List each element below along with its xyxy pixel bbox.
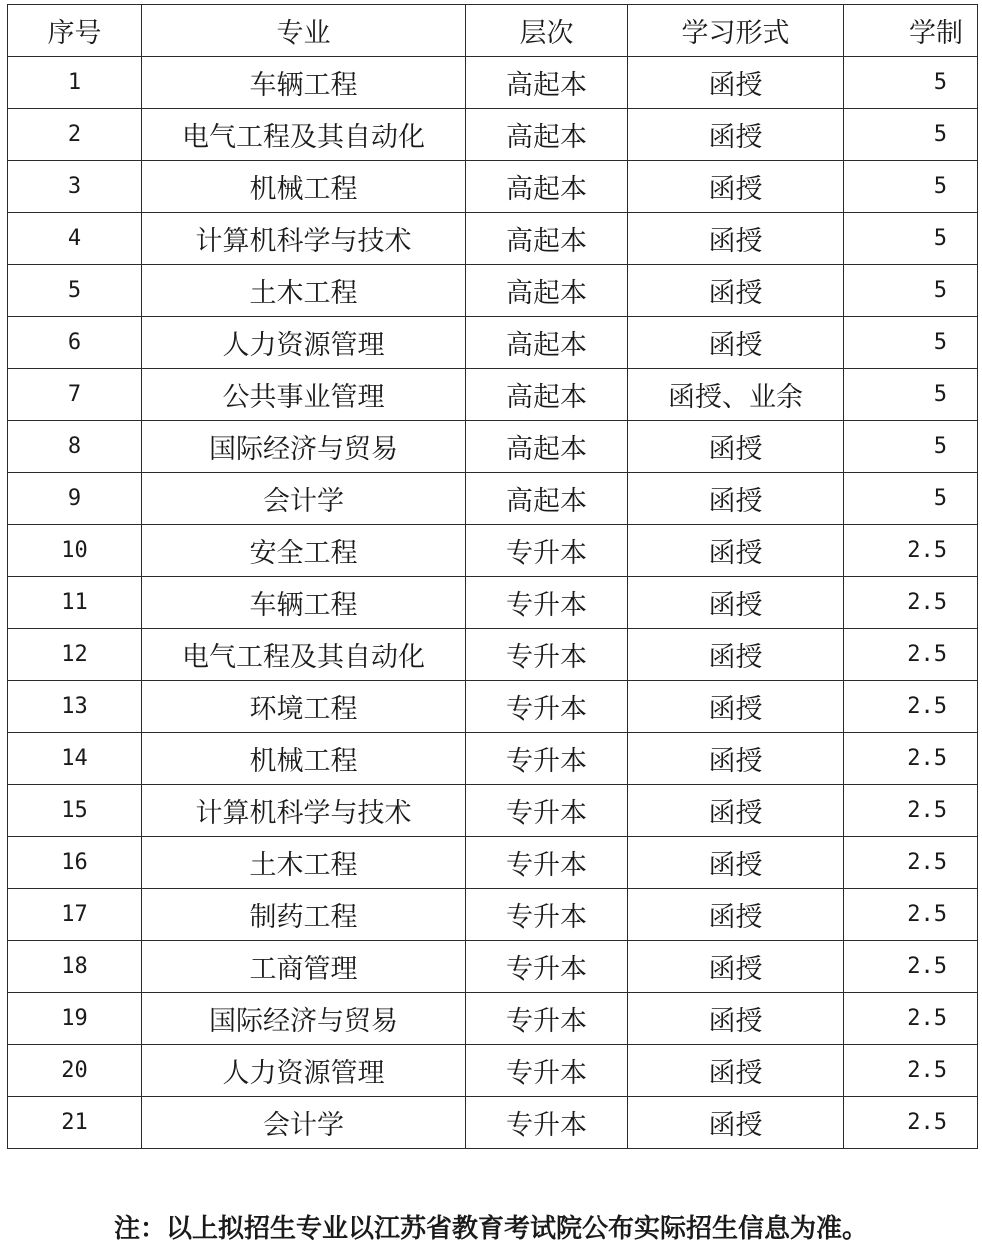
table-row	[8, 837, 978, 889]
cell-index: 6	[8, 317, 142, 369]
header-level: 层次	[466, 5, 628, 57]
cell-major: 人力资源管理	[142, 317, 466, 369]
cell-major: 电气工程及其自动化	[142, 109, 466, 161]
cell-duration: 2.5	[844, 1045, 978, 1097]
cell-index: 5	[8, 265, 142, 317]
cell-study-mode: 函授	[628, 265, 844, 317]
cell-study-mode: 函授	[628, 837, 844, 889]
cell-index: 20	[8, 1045, 142, 1097]
cell-level: 高起本	[466, 421, 628, 473]
cell-duration: 2.5	[844, 941, 978, 993]
table-row	[8, 317, 978, 369]
cell-index: 16	[8, 837, 142, 889]
table-row	[8, 1097, 978, 1149]
cell-index: 9	[8, 473, 142, 525]
cell-major: 安全工程	[142, 525, 466, 577]
cell-study-mode: 函授	[628, 109, 844, 161]
cell-level: 高起本	[466, 213, 628, 265]
cell-index: 13	[8, 681, 142, 733]
table-body	[8, 57, 978, 1149]
cell-major: 会计学	[142, 1097, 466, 1149]
cell-duration: 2.5	[844, 889, 978, 941]
majors-table	[7, 4, 978, 1149]
cell-duration: 5	[844, 57, 978, 109]
cell-duration: 2.5	[844, 733, 978, 785]
cell-major: 机械工程	[142, 161, 466, 213]
cell-study-mode: 函授	[628, 577, 844, 629]
cell-index: 12	[8, 629, 142, 681]
cell-index: 1	[8, 57, 142, 109]
table-row	[8, 525, 978, 577]
cell-index: 14	[8, 733, 142, 785]
cell-duration: 5	[844, 473, 978, 525]
cell-level: 专升本	[466, 577, 628, 629]
cell-major: 机械工程	[142, 733, 466, 785]
cell-major: 会计学	[142, 473, 466, 525]
cell-level: 专升本	[466, 525, 628, 577]
cell-duration: 2.5	[844, 993, 978, 1045]
cell-index: 21	[8, 1097, 142, 1149]
cell-duration: 5	[844, 109, 978, 161]
cell-level: 高起本	[466, 109, 628, 161]
cell-duration: 5	[844, 265, 978, 317]
cell-study-mode: 函授	[628, 421, 844, 473]
cell-study-mode: 函授	[628, 681, 844, 733]
cell-study-mode: 函授	[628, 213, 844, 265]
cell-duration: 2.5	[844, 577, 978, 629]
cell-major: 计算机科学与技术	[142, 785, 466, 837]
table-row	[8, 785, 978, 837]
cell-level: 专升本	[466, 837, 628, 889]
footnote: 注：以上拟招生专业以江苏省教育考试院公布实际招生信息为准。	[113, 1214, 868, 1244]
cell-index: 8	[8, 421, 142, 473]
table-row	[8, 473, 978, 525]
table-row	[8, 421, 978, 473]
cell-level: 高起本	[466, 317, 628, 369]
cell-index: 19	[8, 993, 142, 1045]
cell-duration: 5	[844, 213, 978, 265]
table-row	[8, 161, 978, 213]
cell-index: 4	[8, 213, 142, 265]
table-row	[8, 57, 978, 109]
header-index: 序号	[8, 5, 142, 57]
header-study-mode: 学习形式	[628, 5, 844, 57]
cell-study-mode: 函授	[628, 317, 844, 369]
cell-major: 电气工程及其自动化	[142, 629, 466, 681]
cell-duration: 2.5	[844, 785, 978, 837]
cell-major: 土木工程	[142, 837, 466, 889]
cell-level: 专升本	[466, 993, 628, 1045]
header-major: 专业	[142, 5, 466, 57]
cell-level: 高起本	[466, 369, 628, 421]
cell-duration: 5	[844, 317, 978, 369]
cell-study-mode: 函授	[628, 57, 844, 109]
cell-level: 专升本	[466, 681, 628, 733]
cell-index: 3	[8, 161, 142, 213]
cell-major: 计算机科学与技术	[142, 213, 466, 265]
cell-level: 专升本	[466, 1045, 628, 1097]
cell-study-mode: 函授	[628, 473, 844, 525]
table-row	[8, 265, 978, 317]
cell-major: 国际经济与贸易	[142, 993, 466, 1045]
cell-duration: 2.5	[844, 629, 978, 681]
cell-major: 制药工程	[142, 889, 466, 941]
cell-major: 环境工程	[142, 681, 466, 733]
cell-major: 国际经济与贸易	[142, 421, 466, 473]
cell-study-mode: 函授	[628, 889, 844, 941]
table-row	[8, 681, 978, 733]
cell-index: 17	[8, 889, 142, 941]
cell-duration: 5	[844, 161, 978, 213]
table-row	[8, 629, 978, 681]
cell-level: 专升本	[466, 733, 628, 785]
table-row	[8, 369, 978, 421]
cell-index: 10	[8, 525, 142, 577]
table-row	[8, 213, 978, 265]
cell-level: 专升本	[466, 629, 628, 681]
cell-duration: 2.5	[844, 1097, 978, 1149]
cell-major: 车辆工程	[142, 577, 466, 629]
cell-level: 专升本	[466, 941, 628, 993]
cell-index: 15	[8, 785, 142, 837]
cell-duration: 5	[844, 369, 978, 421]
table-row	[8, 889, 978, 941]
cell-study-mode: 函授	[628, 785, 844, 837]
cell-major: 公共事业管理	[142, 369, 466, 421]
cell-level: 高起本	[466, 57, 628, 109]
header-row	[8, 5, 978, 57]
cell-study-mode: 函授	[628, 941, 844, 993]
cell-study-mode: 函授	[628, 1097, 844, 1149]
cell-study-mode: 函授	[628, 733, 844, 785]
cell-major: 工商管理	[142, 941, 466, 993]
cell-index: 18	[8, 941, 142, 993]
table-row	[8, 577, 978, 629]
table-row	[8, 1045, 978, 1097]
cell-level: 专升本	[466, 1097, 628, 1149]
cell-level: 专升本	[466, 785, 628, 837]
cell-study-mode: 函授	[628, 525, 844, 577]
cell-major: 人力资源管理	[142, 1045, 466, 1097]
cell-major: 土木工程	[142, 265, 466, 317]
table-header	[8, 5, 978, 57]
cell-level: 高起本	[466, 161, 628, 213]
cell-duration: 5	[844, 421, 978, 473]
cell-duration: 2.5	[844, 681, 978, 733]
table-row	[8, 109, 978, 161]
cell-major: 车辆工程	[142, 57, 466, 109]
header-duration: 学制	[844, 5, 978, 57]
cell-level: 专升本	[466, 889, 628, 941]
cell-study-mode: 函授	[628, 629, 844, 681]
cell-study-mode: 函授、业余	[628, 369, 844, 421]
cell-index: 7	[8, 369, 142, 421]
cell-index: 11	[8, 577, 142, 629]
cell-study-mode: 函授	[628, 1045, 844, 1097]
cell-study-mode: 函授	[628, 161, 844, 213]
cell-index: 2	[8, 109, 142, 161]
cell-level: 高起本	[466, 473, 628, 525]
cell-duration: 2.5	[844, 525, 978, 577]
table-row	[8, 993, 978, 1045]
cell-duration: 2.5	[844, 837, 978, 889]
cell-study-mode: 函授	[628, 993, 844, 1045]
cell-level: 高起本	[466, 265, 628, 317]
table-row	[8, 941, 978, 993]
table-row	[8, 733, 978, 785]
